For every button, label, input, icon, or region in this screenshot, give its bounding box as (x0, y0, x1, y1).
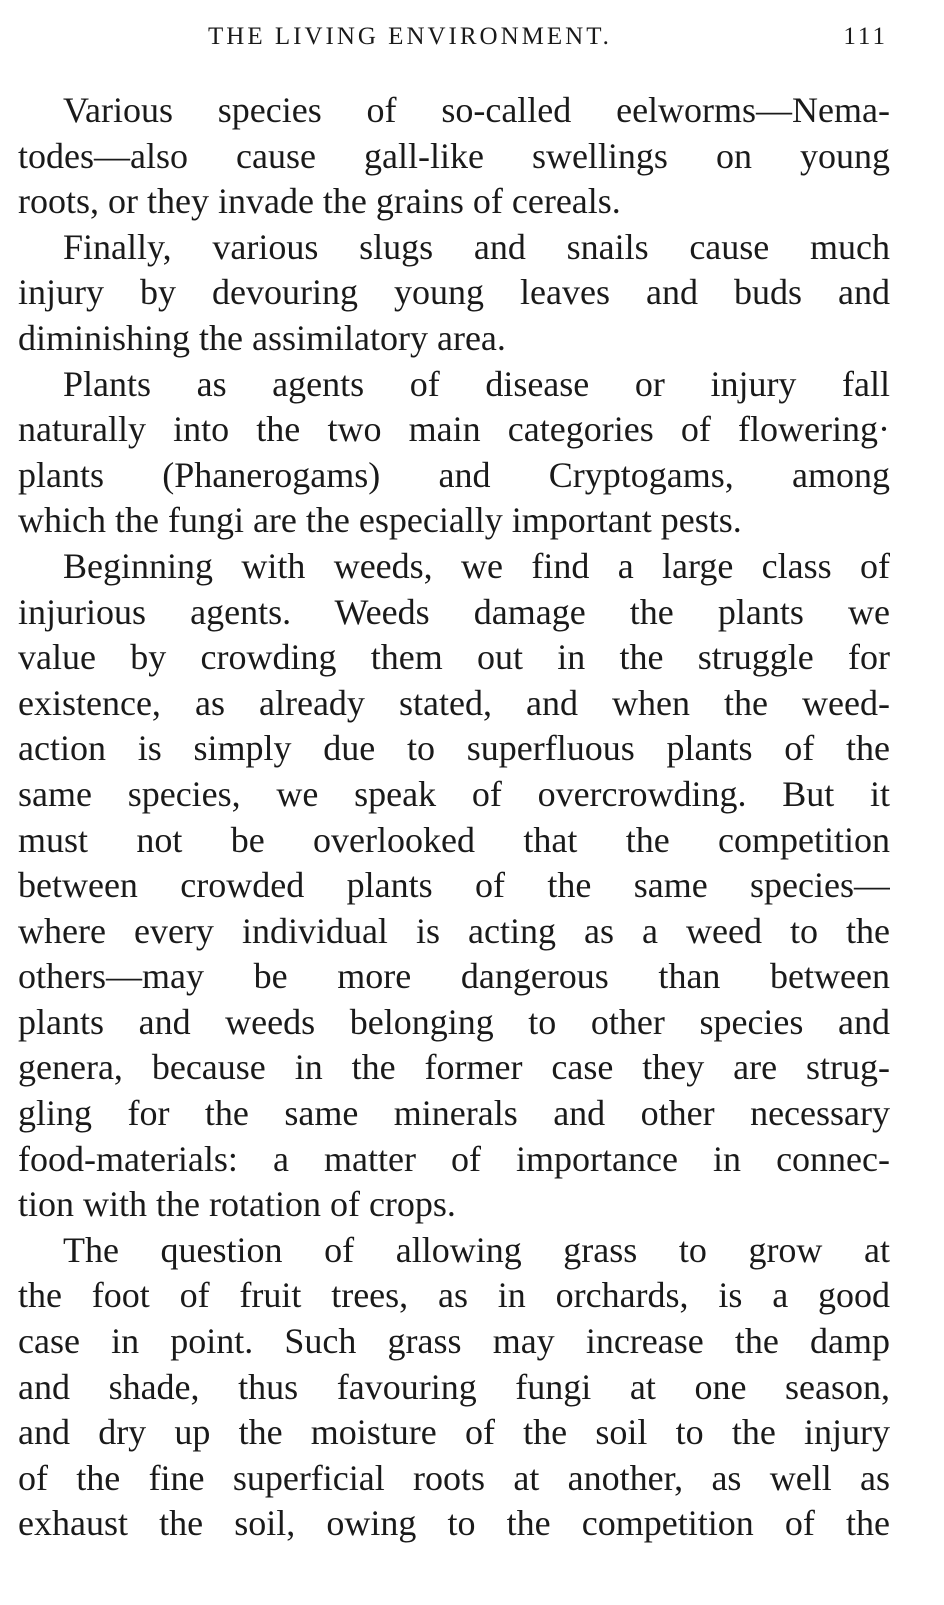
text-line: gling for the same minerals and other necessary (18, 1093, 890, 1134)
paragraph (18, 225, 890, 362)
text-line: must not be overlooked that the competition (18, 819, 890, 860)
running-head (0, 20, 944, 54)
paragraph (18, 88, 890, 225)
body-text (18, 88, 890, 1547)
text-line: naturally into the two main categories of flowering· (18, 409, 890, 450)
paragraph (18, 362, 890, 544)
paragraph (18, 544, 890, 1228)
text-line: same species, we speak of overcrowding. But it (18, 773, 890, 814)
text-line: plants and weeds belonging to other species and (18, 1001, 890, 1042)
text-line: Plants as agents of disease or injury fall (63, 363, 890, 404)
text-line: value by crowding them out in the struggle for (18, 637, 890, 678)
text-line: injurious agents. Weeds damage the plants we (18, 591, 890, 632)
text-line: The question of allowing grass to grow at (63, 1229, 890, 1270)
text-line: of the fine superficial roots at another, as well as (18, 1457, 890, 1498)
text-line: todes—also cause gall-like swellings on young (18, 135, 890, 176)
text-line: Finally, various slugs and snails cause much (63, 226, 890, 267)
text-line: between crowded plants of the same species— (18, 865, 890, 906)
text-line: tion with the rotation of crops. (18, 1184, 456, 1225)
text-line: diminishing the assimilatory area. (18, 317, 506, 358)
page-number: 111 (843, 23, 888, 50)
paragraph (18, 1228, 890, 1547)
text-line: existence, as already stated, and when the weed- (18, 682, 890, 723)
text-line: where every individual is acting as a weed to the (18, 910, 890, 951)
text-line: plants (Phanerogams) and Cryptogams, among (18, 454, 890, 495)
text-line: action is simply due to superfluous plants of the (18, 728, 890, 769)
text-line: roots, or they invade the grains of cereals. (18, 181, 621, 222)
text-line: injury by devouring young leaves and buds and (18, 272, 890, 313)
text-line: others—may be more dangerous than between (18, 956, 890, 997)
text-line: the foot of fruit trees, as in orchards, is a good (18, 1275, 890, 1316)
text-line: and shade, thus favouring fungi at one season, (18, 1366, 890, 1407)
text-line: which the fungi are the especially important pests. (18, 500, 742, 541)
text-line: Various species of so-called eelworms—Nema- (63, 90, 890, 130)
text-line: and dry up the moisture of the soil to the injury (18, 1412, 890, 1453)
text-line: Beginning with weeds, we find a large class of (63, 545, 890, 586)
text-line: case in point. Such grass may increase the damp (18, 1321, 890, 1362)
text-line: food-materials: a matter of importance in connec- (18, 1138, 890, 1179)
text-line: exhaust the soil, owing to the competition of the (18, 1503, 890, 1544)
running-title: THE LIVING ENVIRONMENT. (208, 23, 612, 50)
text-line: genera, because in the former case they are strug- (18, 1047, 890, 1088)
